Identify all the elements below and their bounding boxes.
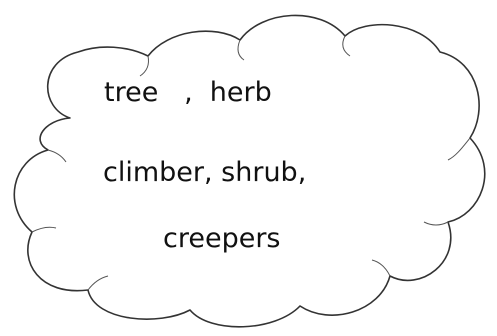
cloud-text-line-2: climber, shrub, xyxy=(103,157,307,188)
cloud-lobe-stroke xyxy=(88,276,108,290)
cloud-lobe-stroke xyxy=(32,227,56,232)
cloud-lobe-stroke xyxy=(343,36,350,56)
cloud-lobe-stroke xyxy=(448,138,470,160)
cloud-lobe-stroke xyxy=(48,150,66,162)
cloud-lobe-stroke xyxy=(238,40,244,60)
cloud-lobe-stroke xyxy=(372,260,390,276)
cloud-lobe-stroke xyxy=(140,56,149,76)
cloud-text-line-3: creepers xyxy=(163,223,281,254)
cloud-lobe-stroke xyxy=(424,222,448,225)
cloud-text-line-1: tree , herb xyxy=(104,77,272,108)
